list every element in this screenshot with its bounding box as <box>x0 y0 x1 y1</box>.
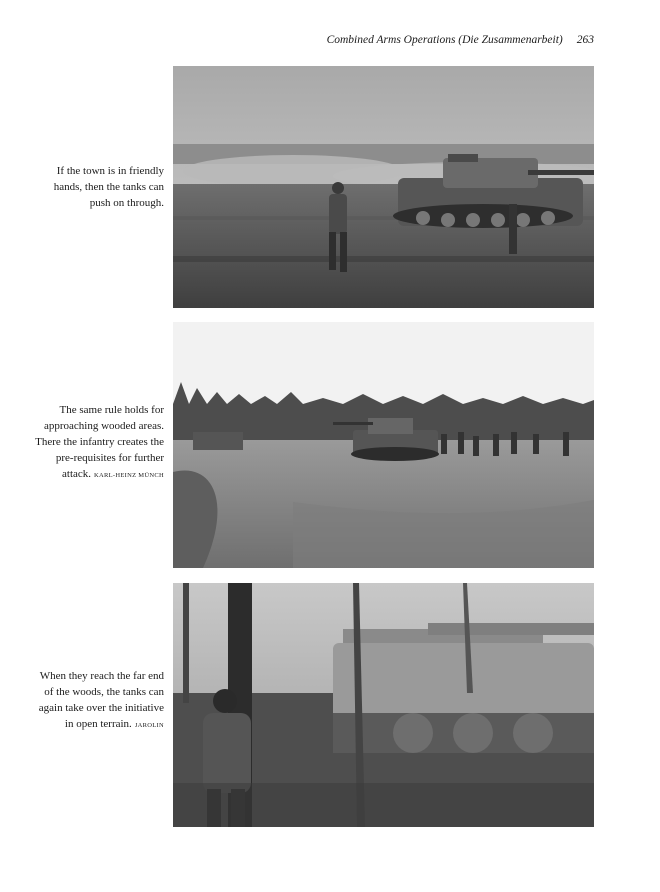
photo-credit: JAROLIN <box>134 722 164 729</box>
caption-text: When they reach the far end of the woods, the tanks can again take over the initiative in open terrain. <box>38 670 164 730</box>
photo-tank-at-wood-edge <box>173 583 594 827</box>
caption-text: The same rule holds for approaching wooded areas. There the infantry creates the pre-requisites for further attack. <box>35 404 164 480</box>
running-head <box>327 34 594 46</box>
photo-credit: KARL-HEINZ MÜNCH <box>94 472 164 479</box>
caption-3 <box>34 668 164 734</box>
caption-text: If the town is in friendly hands, then the tanks can push on through. <box>53 165 164 209</box>
page-number: 263 <box>576 34 594 46</box>
photo-tank-on-plain <box>173 66 594 308</box>
caption-1 <box>34 163 164 211</box>
caption-2 <box>34 402 164 484</box>
photo-tanks-near-woods <box>173 322 594 568</box>
running-head-title: Combined Arms Operations (Die Zusammenarbeit) <box>326 34 563 46</box>
